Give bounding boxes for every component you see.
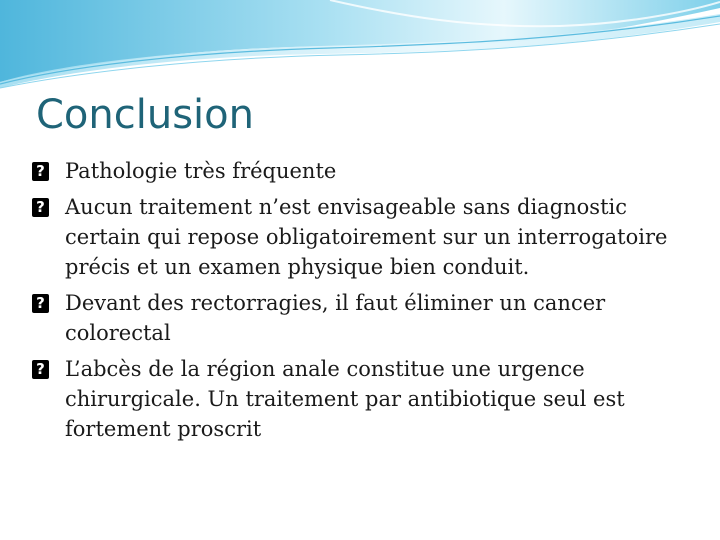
bullet-marker-icon: ? (32, 360, 49, 379)
decorative-wave-header (0, 0, 720, 90)
bullet-marker-icon: ? (32, 294, 49, 313)
bullet-item (32, 288, 682, 348)
bullet-text: Pathologie très fréquente (65, 159, 337, 183)
bullet-text: Aucun traitement n’est envisageable sans diagnostic certain qui repose obligatoirement sur un interrogatoire précis et un examen physique bien conduit. (65, 195, 668, 279)
bullet-list (32, 156, 682, 450)
bullet-item (32, 354, 682, 444)
bullet-text: L’abcès de la région anale constitue une urgence chirurgicale. Un traitement par antibiotique seul est fortement proscrit (65, 357, 625, 441)
slide-title: Conclusion (36, 92, 254, 138)
bullet-text: Devant des rectorragies, il faut éliminer un cancer colorectal (65, 291, 606, 345)
bullet-item (32, 156, 682, 186)
bullet-marker-icon: ? (32, 162, 49, 181)
bullet-marker-icon: ? (32, 198, 49, 217)
bullet-item (32, 192, 682, 282)
